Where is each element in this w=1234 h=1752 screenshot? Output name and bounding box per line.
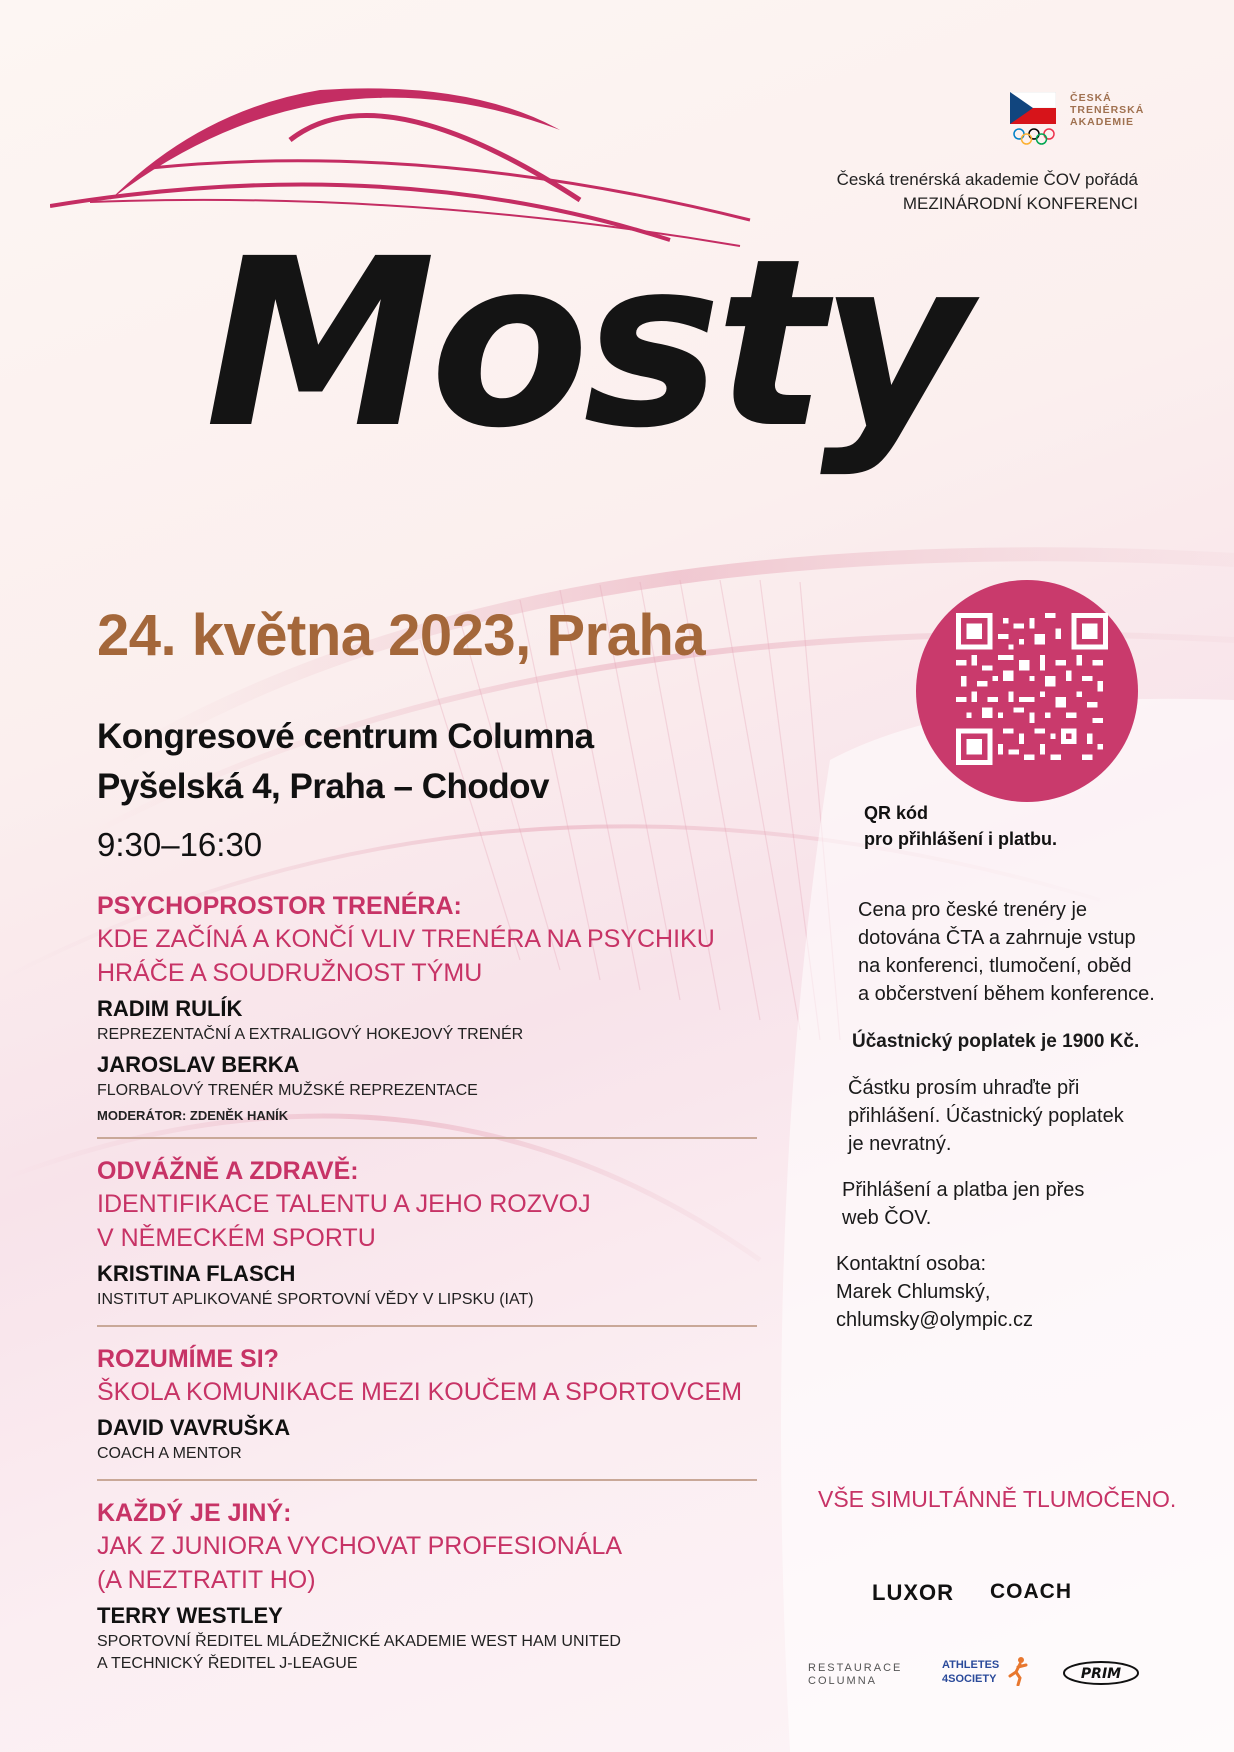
event-date: 24. května 2023, Praha [97,603,706,668]
sponsor-athletes-logo: ATHLETES 4SOCIETY [942,1659,1000,1685]
speaker-role: REPREZENTAČNÍ A EXTRALIGOVÝ HOKEJOVÝ TRENÉR [97,1026,524,1043]
session-subtitle: JAK Z JUNIORA VYCHOVAT PROFESIONÁLA [97,1532,623,1560]
organizer-line: Česká trenérská akademie ČOV pořádá MEZINÁRODNÍ KONFERENCI [836,170,1138,213]
session-subtitle: ŠKOLA KOMUNIKACE MEZI KOUČEM A SPORTOVCEM [97,1378,743,1406]
athlete-figure-icon [1006,1656,1030,1686]
registration-info: Přihlášení a platba jen přes web ČOV. [842,1179,1085,1229]
session-heading: ODVÁŽNĚ A ZDRAVĚ: [97,1157,359,1185]
contact-email[interactable]: chlumsky@olympic.cz [836,1309,1034,1331]
venue-address: Pyšelská 4, Praha – Chodov [97,767,549,806]
contact-info: Kontaktní osoba: Marek Chlumský, chlumsky@olympic.cz [836,1250,1033,1334]
program-session [97,890,757,1139]
session-heading: KAŽDÝ JE JINÝ: [97,1499,292,1527]
qr-code-icon[interactable] [956,613,1108,765]
moderator: MODERÁTOR: ZDENĚK HANÍK [97,1108,289,1123]
simultaneous-translation-note: VŠE SIMULTÁNNĚ TLUMOČENO. [818,1486,1177,1512]
event-time: 9:30–16:30 [97,826,263,863]
cta-logo [1010,92,1160,152]
session-heading: ROZUMÍME SI? [97,1345,279,1373]
program-session [97,1497,757,1689]
program-list [97,890,757,1705]
session-heading: PSYCHOPROSTOR TRENÉRA: [97,892,462,920]
payment-info: Částku prosím uhraďte při přihlášení. Účastnický poplatek je nevratný. [848,1077,1124,1155]
program-session [97,1155,757,1327]
speaker-role: SPORTOVNÍ ŘEDITEL MLÁDEŽNICKÉ AKADEMIE WEST HAM UNITED [97,1633,621,1650]
event-venue [97,712,594,812]
sponsor-prim-logo [1062,1660,1140,1686]
session-subtitle: (A NEZTRATIT HO) [97,1566,316,1594]
speaker-role: A TECHNICKÝ ŘEDITEL J-LEAGUE [97,1655,358,1672]
sponsor-restaurace-logo: RESTAURACE COLUMNA [808,1662,903,1687]
czech-flag-icon [1010,92,1056,124]
sponsor-luxor-logo: LUXOR [872,1580,954,1605]
speaker-role: INSTITUT APLIKOVANÉ SPORTOVNÍ VĚDY V LIPSKU (IAT) [97,1291,534,1308]
speaker-name: TERRY WESTLEY [97,1603,283,1628]
program-session [97,1343,757,1481]
qr-caption: QR kód pro přihlášení i platbu. [864,803,1058,849]
speaker-name: KRISTINA FLASCH [97,1261,296,1286]
speaker-name: RADIM RULÍK [97,996,243,1021]
cta-logo-text: ČESKÁ TRENÉRSKÁ AKADEMIE [1070,92,1145,128]
session-subtitle: V NĚMECKÉM SPORTU [97,1224,376,1252]
qr-badge [916,580,1138,802]
session-subtitle: HRÁČE A SOUDRUŽNOST TÝMU [97,959,483,987]
svg-text:PRIM: PRIM [1080,1666,1122,1682]
session-subtitle: IDENTIFIKACE TALENTU A JEHO ROZVOJ [97,1190,591,1218]
olympic-rings-icon [1012,128,1056,146]
sponsor-coach-logo: COACH [990,1580,1072,1603]
speaker-name: DAVID VAVRUŠKA [97,1415,291,1440]
event-title: Mosty [205,209,966,479]
fee-info: Účastnický poplatek je 1900 Kč. [852,1031,1140,1052]
speaker-name: JAROSLAV BERKA [97,1052,300,1077]
price-info: Cena pro české trenéry je dotována ČTA a zahrnuje vstup na konferenci, tlumočení, oběd a občerstvení během konference. [858,899,1155,1005]
speaker-role: FLORBALOVÝ TRENÉR MUŽSKÉ REPREZENTACE [97,1082,478,1099]
session-subtitle: KDE ZAČÍNÁ A KONČÍ VLIV TRENÉRA NA PSYCHIKU [97,925,715,953]
venue-name: Kongresové centrum Columna [97,717,594,756]
speaker-role: COACH A MENTOR [97,1445,242,1462]
